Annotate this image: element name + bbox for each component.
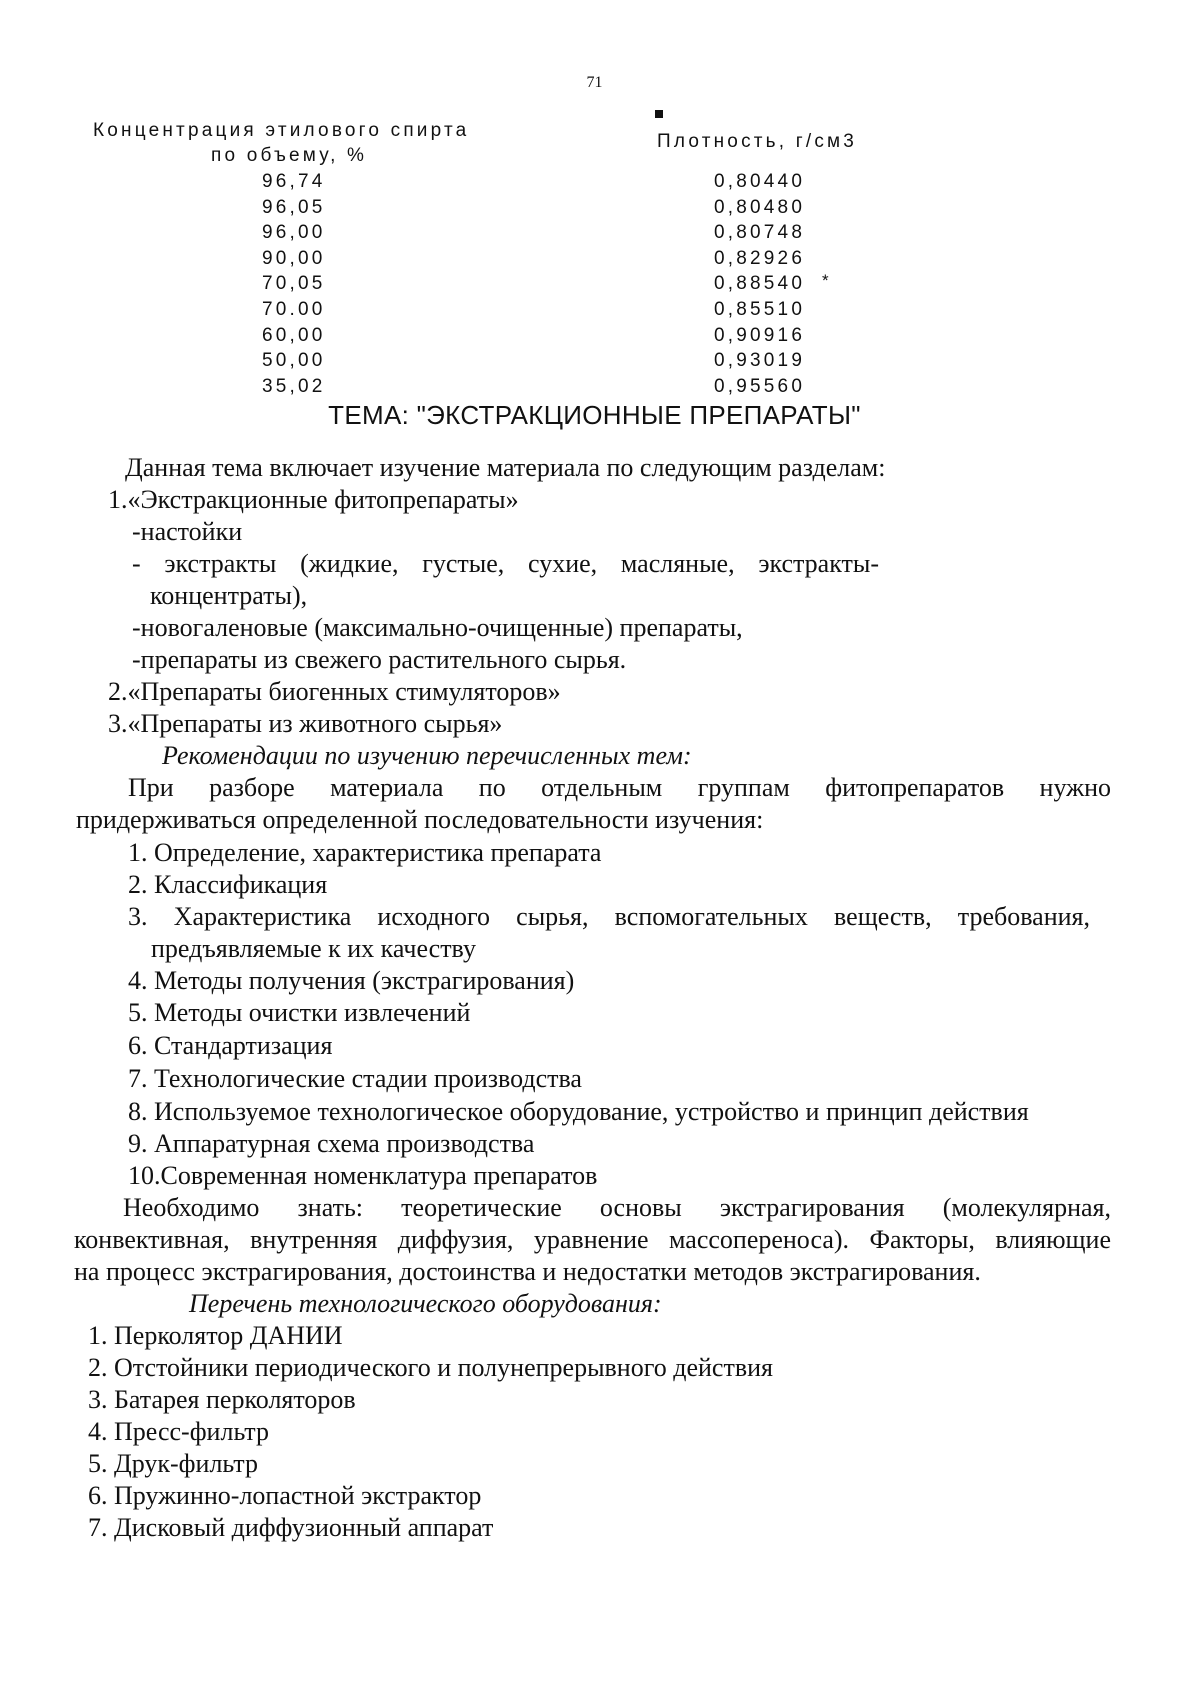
- table-cell-concentration: 50,00: [262, 350, 326, 372]
- list-item: 5. Друк-фильтр: [88, 1449, 258, 1478]
- table-cell-concentration: 60,00: [262, 324, 326, 346]
- list-item: 6. Стандартизация: [128, 1031, 333, 1060]
- list-item: предъявляемые к их качеству: [151, 934, 476, 963]
- table-cell-density: 0,93019: [714, 350, 806, 372]
- list-item: 10.Современная номенклатура препаратов: [128, 1161, 598, 1190]
- list-item: 4. Пресс-фильтр: [88, 1417, 269, 1446]
- section-heading-1: 1.«Экстракционные фитопрепараты»: [108, 485, 519, 514]
- table-cell-concentration: 90,00: [262, 247, 326, 269]
- bullet-square-mark: [655, 110, 663, 118]
- list-item: 4. Методы получения (экстрагирования): [128, 966, 575, 995]
- table-cell-density: 0,82926: [714, 247, 806, 269]
- header-concentration-line2: по объему, %: [211, 145, 368, 166]
- theme-title: ТЕМА: "ЭКСТРАКЦИОННЫЕ ПРЕПАРАТЫ": [328, 400, 861, 430]
- list-item: 3. Батарея перколяторов: [88, 1385, 356, 1414]
- table-header-density: Плотность, г/см3: [657, 131, 858, 152]
- list-item: 7. Технологические стадии производства: [128, 1064, 582, 1093]
- table-cell-concentration: 96,74: [262, 171, 326, 192]
- paragraph-line: Необходимо знать: теоретические основы экстрагирования (молекулярная,: [123, 1193, 1111, 1222]
- concentration-column: [262, 169, 326, 399]
- section-heading-2: 2.«Препараты биогенных стимуляторов»: [108, 677, 561, 706]
- list-item: концентраты),: [150, 581, 308, 610]
- list-item: 2. Классификация: [128, 870, 328, 899]
- density-column: [714, 169, 805, 399]
- equipment-heading: Перечень технологического оборудования:: [189, 1289, 662, 1318]
- section-heading-3: 3.«Препараты из животного сырья»: [108, 709, 503, 738]
- table-cell-concentration: 70.00: [262, 298, 326, 320]
- table-cell-density: 0,85510: [714, 298, 806, 320]
- table-cell-concentration: 70,05: [262, 273, 326, 295]
- table-header-concentration: [93, 118, 469, 168]
- list-item: - экстракты (жидкие, густые, сухие, масляные, экстракты-: [132, 549, 879, 578]
- recommendations-heading: Рекомендации по изучению перечисленных тем:: [162, 741, 692, 770]
- list-item: 1. Перколятор ДАНИИ: [88, 1321, 343, 1350]
- page-number: 71: [586, 74, 603, 91]
- paragraph-line: При разборе материала по отдельным группам фитопрепаратов нужно: [128, 773, 1111, 802]
- list-item: -настойки: [132, 517, 243, 546]
- list-item: 7. Дисковый диффузионный аппарат: [88, 1513, 494, 1542]
- paragraph-line: конвективная, внутренняя диффузия, уравнение массопереноса). Факторы, влияющие: [74, 1225, 1111, 1254]
- table-cell-density: 0,88540: [714, 273, 806, 295]
- table-cell-concentration: 96,00: [262, 222, 326, 244]
- list-item: -новогаленовые (максимально-очищенные) препараты,: [132, 613, 743, 642]
- intro-text: Данная тема включает изучение материала по следующим разделам:: [125, 453, 886, 482]
- paragraph-line: на процесс экстрагирования, достоинства и недостатки методов экстрагирования.: [74, 1257, 981, 1286]
- table-cell-concentration: 96,05: [262, 196, 326, 218]
- list-item: 5. Методы очистки извлечений: [128, 998, 471, 1027]
- footnote-asterisk: *: [822, 271, 829, 290]
- header-concentration-line1: Концентрация этилового спирта: [93, 120, 470, 141]
- table-cell-density: 0,80480: [714, 196, 806, 218]
- list-item: -препараты из свежего растительного сырья.: [132, 645, 627, 674]
- list-item: 2. Отстойники периодического и полунепрерывного действия: [88, 1353, 773, 1382]
- paragraph-line: придерживаться определенной последовательности изучения:: [76, 805, 764, 834]
- list-item: 1. Определение, характеристика препарата: [128, 838, 602, 867]
- list-item: 3. Характеристика исходного сырья, вспомогательных веществ, требования,: [128, 902, 1090, 931]
- table-cell-density: 0,95560: [714, 375, 806, 397]
- list-item: 6. Пружинно-лопастной экстрактор: [88, 1481, 482, 1510]
- table-cell-density: 0,80440: [714, 171, 806, 192]
- table-cell-density: 0,80748: [714, 222, 806, 244]
- list-item: 9. Аппаратурная схема производства: [128, 1129, 535, 1158]
- list-item: 8. Используемое технологическое оборудование, устройство и принцип действия: [128, 1097, 1029, 1126]
- table-cell-density: 0,90916: [714, 324, 806, 346]
- table-cell-concentration: 35,02: [262, 375, 326, 397]
